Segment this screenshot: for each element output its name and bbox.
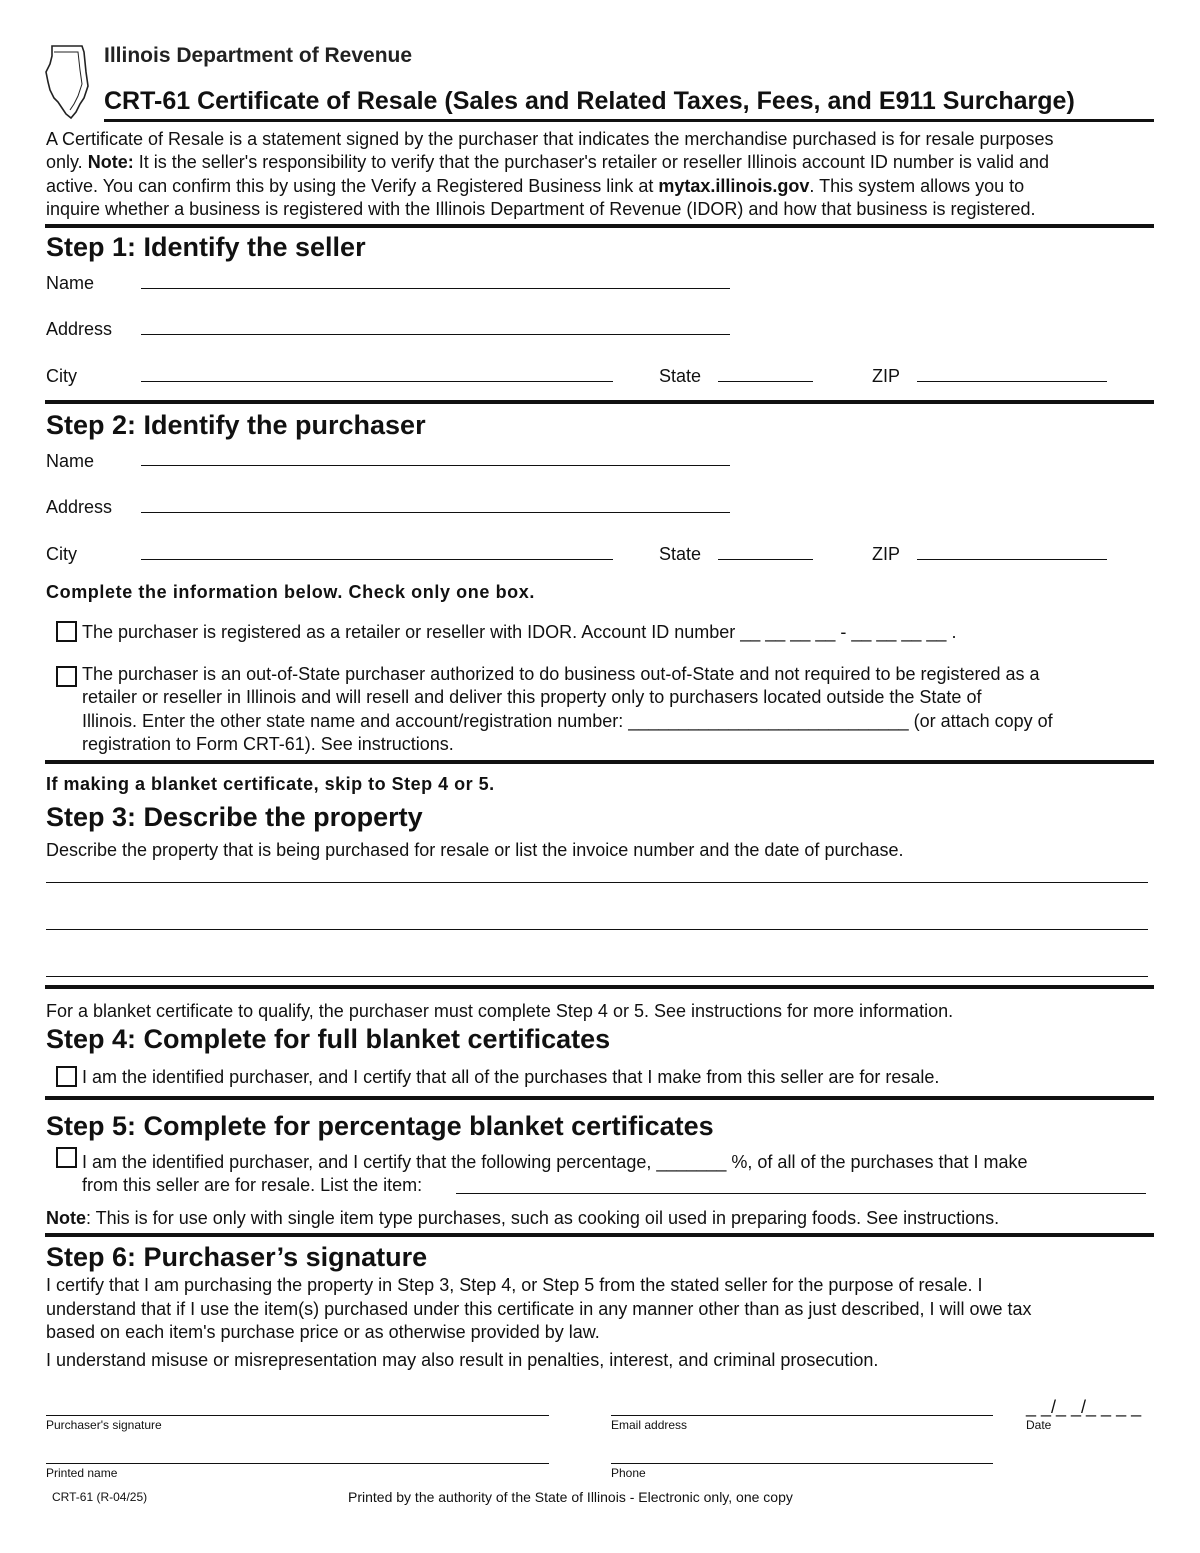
certification-line-1: I certify that I am purchasing the property in Step 3, Step 4, or Step 5 from the stated seller for the purpose of resale. I (46, 1275, 983, 1295)
form-revision-id: CRT-61 (R-04/25) (52, 1490, 148, 1504)
form-title: CRT-61 Certificate of Resale (Sales and Related Taxes, Fees, and E911 Surcharge) (104, 87, 1075, 115)
intro-note-text: It is the seller's responsibility to verify that the purchaser's retailer or reseller Illinois account ID number is valid and (138, 152, 1049, 172)
property-description-line-1[interactable] (46, 882, 1148, 883)
step5-rule (45, 1096, 1154, 1100)
seller-address-field[interactable] (141, 334, 730, 335)
seller-name-field[interactable] (141, 288, 730, 289)
step6-heading: Step 6: Purchaser’s signature (46, 1242, 428, 1272)
property-description-line-2[interactable] (46, 929, 1148, 930)
percentage-blanket-line-2: from this seller are for resale. List the item: (82, 1175, 423, 1195)
purchaser-zip-label: ZIP (872, 544, 901, 564)
out-of-state-checkbox[interactable] (56, 666, 77, 687)
intro-note-label: Note: (87, 152, 134, 172)
step5-heading: Step 5: Complete for percentage blanket certificates (46, 1111, 714, 1141)
percentage-blanket-line-1: I am the identified purchaser, and I certify that the following percentage, _______ %, of all of the purchases that I make (82, 1152, 1028, 1172)
seller-address-label: Address (46, 319, 113, 339)
seller-city-field[interactable] (141, 381, 613, 382)
intro-line-2 (46, 151, 1049, 174)
blanket-skip-note: If making a blanket certificate, skip to Step 4 or 5. (46, 774, 495, 794)
intro-only: only. (46, 152, 83, 172)
purchaser-zip-field[interactable] (917, 559, 1107, 560)
purchaser-state-label: State (659, 544, 702, 564)
misuse-statement: I understand misuse or misrepresentation may also result in penalties, interest, and criminal prosecution. (46, 1350, 879, 1370)
step3-rule (45, 760, 1154, 764)
printed-name-field[interactable] (46, 1463, 549, 1464)
phone-label: Phone (611, 1466, 646, 1480)
purchaser-address-field[interactable] (141, 512, 730, 513)
full-blanket-checkbox[interactable] (56, 1066, 77, 1087)
email-label: Email address (611, 1418, 688, 1432)
purchaser-state-field[interactable] (718, 559, 813, 560)
step2-rule (45, 400, 1154, 404)
mytax-link[interactable]: mytax.illinois.gov (658, 176, 810, 196)
percentage-blanket-checkbox[interactable] (56, 1147, 77, 1168)
intro-line-4: inquire whether a business is registered with the Illinois Department of Revenue (IDOR) and how that business is registered. (46, 199, 1036, 219)
out-of-state-line-4: registration to Form CRT-61). See instructions. (82, 734, 454, 754)
full-blanket-option: I am the identified purchaser, and I certify that all of the purchases that I make from this seller are for resale. (82, 1067, 940, 1087)
certification-line-2: understand that if I use the item(s) purchased under this certificate in any manner other than as just described, I will owe tax (46, 1299, 1032, 1319)
agency-name: Illinois Department of Revenue (104, 44, 413, 67)
email-field[interactable] (611, 1415, 993, 1416)
printing-authority: Printed by the authority of the State of Illinois - Electronic only, one copy (348, 1489, 793, 1505)
step2-instruction: Complete the information below. Check only one box. (46, 582, 535, 602)
purchaser-name-label: Name (46, 451, 95, 471)
phone-field[interactable] (611, 1463, 993, 1464)
date-field[interactable]: _ _/_ _/_ _ _ _ (1026, 1397, 1142, 1417)
header-rule (104, 119, 1154, 122)
step4-rule (45, 985, 1154, 989)
item-list-field[interactable] (456, 1193, 1146, 1194)
step4-heading: Step 4: Complete for full blanket certificates (46, 1024, 611, 1054)
seller-state-field[interactable] (718, 381, 813, 382)
out-of-state-line-2: retailer or reseller in Illinois and will resell and deliver this property only to purchasers located outside the State of (82, 687, 982, 707)
purchaser-city-label: City (46, 544, 77, 564)
intro-line-3 (46, 175, 1024, 198)
signature-field[interactable] (46, 1415, 549, 1416)
intro-active: active. You can confirm this by using the Verify a Registered Business link at (46, 176, 654, 196)
purchaser-address-label: Address (46, 497, 113, 517)
seller-zip-field[interactable] (917, 381, 1107, 382)
date-label: Date (1026, 1418, 1052, 1432)
seller-state-label: State (659, 366, 702, 386)
illinois-state-outline-icon (44, 42, 94, 120)
step3-instruction: Describe the property that is being purchased for resale or list the invoice number and the date of purchase. (46, 840, 904, 860)
registered-retailer-option: The purchaser is registered as a retailer or reseller with IDOR. Account ID number __ __ __ __ - __ __ __ __ . (82, 622, 957, 642)
step6-rule (45, 1233, 1154, 1237)
step2-heading: Step 2: Identify the purchaser (46, 410, 426, 440)
intro-system: . This system allows you to (809, 176, 1025, 196)
intro-line-1: A Certificate of Resale is a statement signed by the purchaser that indicates the merchandise purchased is for resale purposes (46, 129, 1054, 149)
out-of-state-line-1: The purchaser is an out-of-State purchaser authorized to do business out-of-State and not required to be registered as a (82, 664, 1040, 684)
signature-label: Purchaser's signature (46, 1418, 162, 1432)
seller-name-label: Name (46, 273, 95, 293)
seller-city-label: City (46, 366, 77, 386)
purchaser-name-field[interactable] (141, 465, 730, 466)
purchaser-city-field[interactable] (141, 559, 613, 560)
step5-note-text: : This is for use only with single item type purchases, such as cooking oil used in preparing foods. See instructions. (86, 1208, 1000, 1228)
certification-line-3: based on each item's purchase price or as otherwise provided by law. (46, 1322, 600, 1342)
step5-note-label: Note (46, 1208, 86, 1228)
step1-heading: Step 1: Identify the seller (46, 232, 366, 262)
step3-heading: Step 3: Describe the property (46, 802, 423, 832)
step1-rule (45, 224, 1154, 228)
out-of-state-line-3: Illinois. Enter the other state name and account/registration number: ____________________________ (or attach copy of (82, 711, 1053, 731)
blanket-qualify-note: For a blanket certificate to qualify, the purchaser must complete Step 4 or 5. See instructions for more information. (46, 1001, 954, 1021)
registered-retailer-checkbox[interactable] (56, 621, 77, 642)
seller-zip-label: ZIP (872, 366, 901, 386)
step5-note (46, 1207, 999, 1230)
printed-name-label: Printed name (46, 1466, 118, 1480)
property-description-line-3[interactable] (46, 976, 1148, 977)
